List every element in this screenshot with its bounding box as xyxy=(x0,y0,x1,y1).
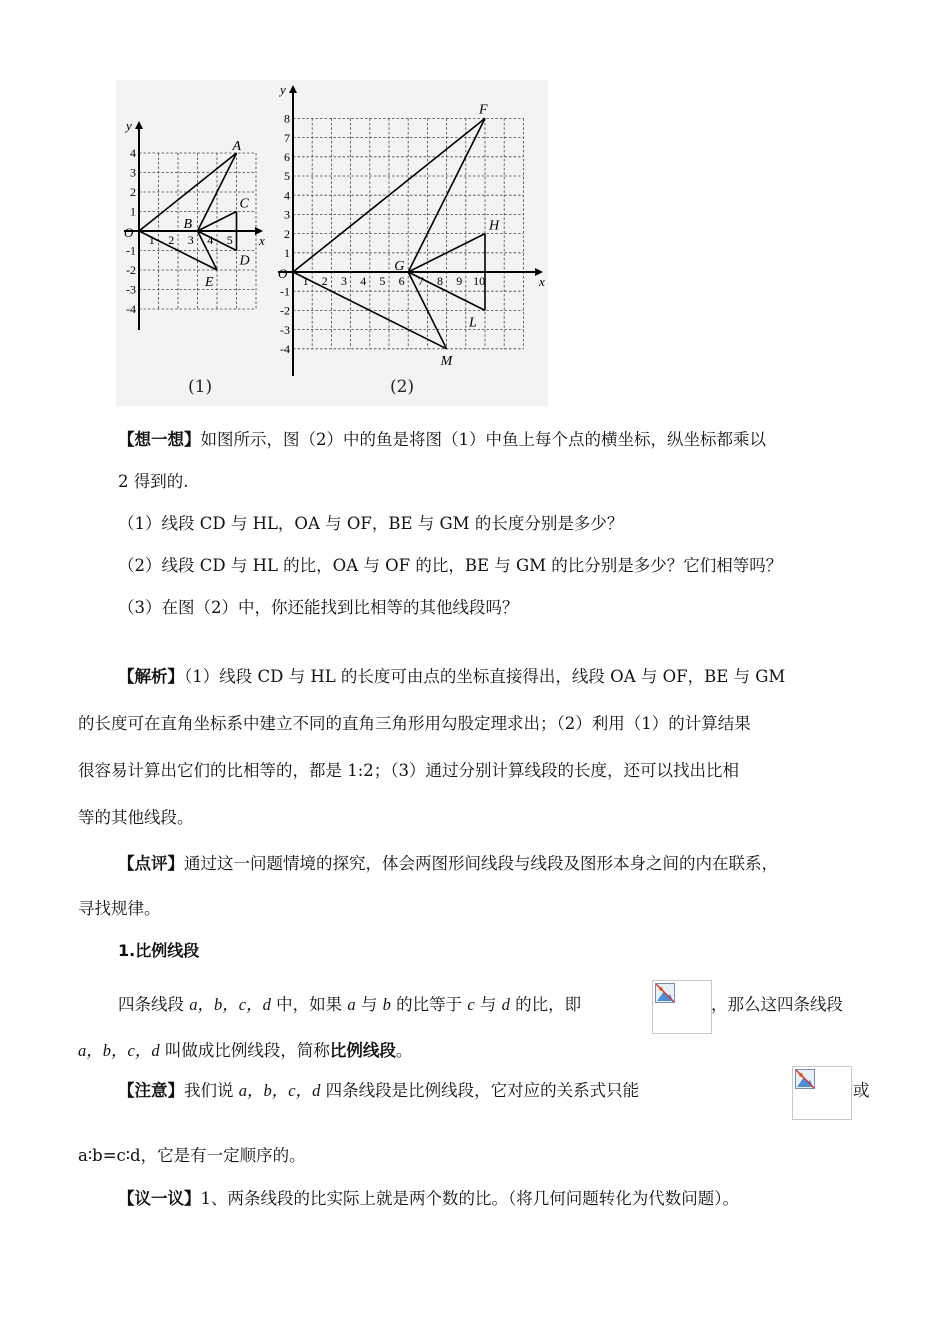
y-axis-label: y xyxy=(280,82,286,97)
y-axis-label: y xyxy=(126,118,132,133)
discuss-line-1 xyxy=(118,1187,739,1211)
point-label-F: F xyxy=(479,102,488,118)
y-tick-label: -3 xyxy=(280,322,290,337)
y-tick-label: 6 xyxy=(284,150,290,164)
comment-heading: 【点评】 xyxy=(118,854,184,873)
term-proportional-segments: 比例线段 xyxy=(329,1041,396,1060)
x-tick-label: 5 xyxy=(379,274,386,288)
origin-label: O xyxy=(124,225,134,240)
point-label-D: D xyxy=(239,253,250,269)
think-text-1: 如图所示，图（2）中的鱼是将图（1）中鱼上每个点的横坐标，纵坐标都乘以 xyxy=(200,430,766,449)
y-tick-label: 4 xyxy=(284,188,290,203)
broken-image-icon xyxy=(795,1069,815,1089)
y-tick-label: 1 xyxy=(284,246,290,260)
origin-label: O xyxy=(278,266,288,281)
point-label-H: H xyxy=(489,218,500,234)
x-tick-label: 9 xyxy=(456,274,463,288)
x-tick-label: 7 xyxy=(417,274,424,288)
comment-line-2: 寻找规律。 xyxy=(78,899,161,918)
comment-line-1 xyxy=(118,852,778,876)
analysis-line-2: 的长度可在直角坐标系中建立不同的直角三角形用勾股定理求出；（2）利用（1）的计算结果 xyxy=(78,714,751,733)
y-tick-label: 3 xyxy=(284,207,290,222)
x-tick-label: 4 xyxy=(360,274,367,288)
analysis-text-1: （1）线段 CD 与 HL 的长度可由点的坐标直接得出，线段 OA 与 OF，BE 与 GM xyxy=(184,667,786,686)
think-heading: 【想一想】 xyxy=(118,430,201,449)
analysis-heading: 【解析】 xyxy=(118,667,184,686)
y-tick-label: 1 xyxy=(130,204,136,219)
point-label-A: A xyxy=(232,139,242,154)
formula-image-placeholder-2 xyxy=(792,1066,852,1120)
y-tick-label: -2 xyxy=(280,303,290,318)
figure-1-label: (1) xyxy=(188,377,213,397)
y-tick-label: 8 xyxy=(284,111,290,126)
x-tick-label: 1 xyxy=(302,274,309,288)
x-axis-label: x xyxy=(259,233,265,248)
coordinate-figure xyxy=(116,80,548,406)
point-label-B: B xyxy=(183,217,193,232)
x-tick-label: 1 xyxy=(148,233,155,247)
analysis-line-3: 很容易计算出它们的比相等的，都是 1:2；（3）通过分别计算线段的长度，还可以找出比相 xyxy=(78,761,740,780)
vars-abcd: a，b，c，d xyxy=(189,995,271,1014)
think-line-1 xyxy=(118,428,766,452)
definition-line-1: 四条线段 a，b，c，d 中，如果 a 与 b 的比等于 c 与 d 的比，即 xyxy=(118,995,582,1014)
question-1: （1）线段 CD 与 HL，OA 与 OF，BE 与 GM 的长度分别是多少？ xyxy=(118,514,624,533)
x-tick-label: 8 xyxy=(437,274,443,288)
y-tick-label: -2 xyxy=(126,263,136,278)
note-or: 或 xyxy=(853,1081,870,1100)
note-heading: 【注意】 xyxy=(118,1081,184,1100)
definition-line-2: a，b，c，d 叫做成比例线段，简称比例线段。 xyxy=(78,1041,413,1060)
point-label-L: L xyxy=(469,315,477,331)
x-tick-label: 5 xyxy=(226,233,233,247)
think-line-2: 2 得到的. xyxy=(118,472,189,491)
y-tick-label: -4 xyxy=(280,342,290,356)
question-3: （3）在图（2）中，你还能找到比相等的其他线段吗？ xyxy=(118,598,519,617)
formula-image-placeholder xyxy=(652,980,712,1034)
question-2: （2）线段 CD 与 HL 的比，OA 与 OF 的比，BE 与 GM 的比分别是多少？它们相等吗？ xyxy=(118,556,783,575)
point-label-M: M xyxy=(440,353,453,369)
x-tick-label: 10 xyxy=(473,274,486,288)
x-tick-label: 3 xyxy=(187,233,194,247)
x-tick-label: 3 xyxy=(341,274,347,288)
point-label-G: G xyxy=(394,259,405,274)
point-label-E: E xyxy=(205,275,214,290)
y-tick-label: -1 xyxy=(126,243,136,258)
note-line-1: 【注意】我们说 a，b，c，d 四条线段是比例线段，它对应的关系式只能 xyxy=(118,1081,640,1100)
comment-text-1: 通过这一问题情境的探究，体会两图形间线段与线段及图形本身之间的内在联系， xyxy=(184,854,778,873)
broken-image-icon xyxy=(655,983,675,1003)
section-heading: 1.比例线段 xyxy=(118,941,200,960)
y-tick-label: 7 xyxy=(284,130,290,145)
y-tick-label: 2 xyxy=(284,226,290,241)
x-axis-label: x xyxy=(539,274,545,289)
x-tick-label: 6 xyxy=(398,274,405,288)
y-tick-label: 2 xyxy=(130,185,136,200)
y-tick-label: -3 xyxy=(126,282,136,297)
analysis-line-4: 等的其他线段。 xyxy=(78,808,194,827)
y-tick-label: -4 xyxy=(126,302,136,317)
point-label-C: C xyxy=(239,196,249,212)
figure-background xyxy=(116,80,548,406)
definition-line-1-tail: ，那么这四条线段 xyxy=(711,995,843,1014)
discuss-heading: 【议一议】 xyxy=(118,1189,201,1208)
x-tick-label: 2 xyxy=(168,233,175,247)
x-tick-label: 2 xyxy=(321,274,328,288)
analysis-line-1 xyxy=(118,665,785,689)
y-tick-label: 3 xyxy=(130,165,136,180)
x-tick-label: 4 xyxy=(207,233,214,247)
note-line-2: a∶b=c∶d，它是有一定顺序的。 xyxy=(78,1146,306,1165)
y-tick-label: 5 xyxy=(284,169,290,184)
y-tick-label: 4 xyxy=(130,146,136,161)
discuss-text-1: 1、两条线段的比实际上就是两个数的比。（将几何问题转化为代数问题）。 xyxy=(200,1189,739,1208)
figure-2-label: (2) xyxy=(390,377,415,397)
y-tick-label: -1 xyxy=(280,284,290,299)
